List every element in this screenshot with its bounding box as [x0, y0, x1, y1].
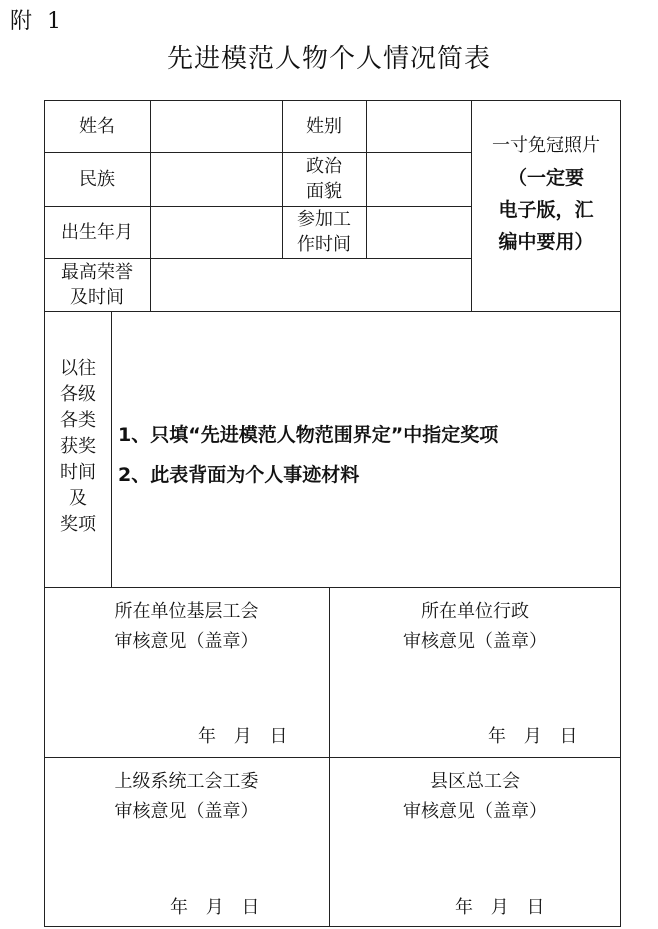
awards-note-2: 2、此表背面为个人事迹材料 [118, 464, 360, 486]
photo-placeholder [471, 130, 621, 258]
political-status-label: 政治 面貌 [306, 156, 342, 202]
row-divider [44, 311, 621, 312]
unit-administration-opinion: 所在单位行政 审核意见（盖章） [403, 601, 547, 652]
ethnicity-label: 民族 [79, 168, 115, 190]
work-start-label: 参加工 作时间 [297, 209, 351, 255]
county-federation-opinion: 县区总工会 审核意见（盖章） [403, 771, 547, 822]
grassroots-union-date: 年 月 日 [198, 726, 288, 747]
unit-administration-date: 年 月 日 [488, 726, 578, 747]
birth-date-label: 出生年月 [61, 221, 133, 243]
county-federation-date: 年 月 日 [455, 897, 545, 918]
name-label: 姓名 [79, 115, 115, 137]
gender-label: 姓别 [306, 115, 342, 137]
name-input[interactable] [150, 100, 282, 152]
gender-input[interactable] [366, 100, 471, 152]
awards-label: 以往 各级 各类 获奖 时间 及 奖项 [60, 358, 96, 535]
photo-caption: 一寸免冠照片 [492, 135, 600, 156]
birth-date-input[interactable] [150, 206, 282, 258]
highest-honor-input[interactable] [150, 258, 471, 311]
political-status-input[interactable] [366, 152, 471, 206]
work-start-input[interactable] [366, 206, 471, 258]
row-divider [44, 587, 621, 588]
page-title: 先进模范人物个人情况简表 [166, 44, 491, 74]
highest-honor-label: 最高荣誉 及时间 [61, 261, 133, 308]
photo-note: （一定要 [507, 167, 584, 189]
superior-union-committee-date: 年 月 日 [170, 897, 260, 918]
appendix-label: 附 1 [10, 9, 65, 34]
photo-note: 编中要用） [498, 231, 594, 253]
superior-union-committee-opinion: 上级系统工会工委 审核意见（盖章） [114, 771, 259, 822]
column-divider [111, 311, 112, 587]
awards-note-1: 1、只填“先进模范人物范围界定”中指定奖项 [118, 424, 499, 446]
grassroots-union-opinion: 所在单位基层工会 审核意见（盖章） [114, 601, 259, 652]
ethnicity-input[interactable] [150, 152, 282, 206]
row-divider [44, 757, 621, 758]
photo-note: 电子版，汇 [498, 199, 594, 221]
